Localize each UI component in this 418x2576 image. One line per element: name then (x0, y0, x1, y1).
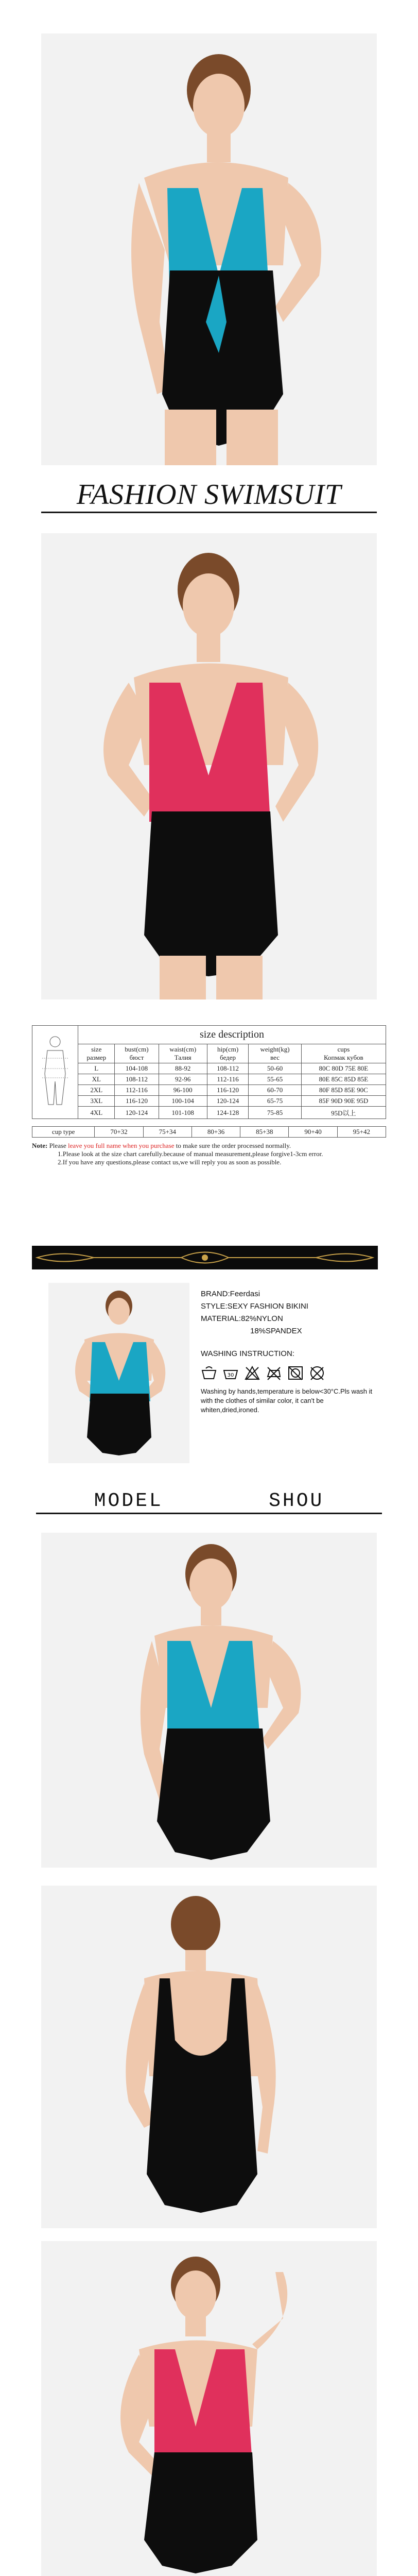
size-chart (32, 1025, 386, 1166)
table-row: 2XL 112-116 96-100 116-120 60-70 80F 85D 85E 90C (32, 1085, 386, 1096)
material-line-2: 18%SPANDEX (250, 1327, 302, 1335)
hand-wash-icon (201, 1365, 217, 1381)
table-row: 3XL 116-120 100-104 120-124 65-75 85F 90D 90E 95D (32, 1096, 386, 1107)
model-photo-back (41, 1886, 377, 2228)
purchase-note: Note: Please leave you full name when you purchase to make sure the order processed normally. 1.Please look at the size chart carefully.because of manual measurement,please forgive1-3cm error. 2.If you have any questions,please contact us,we will reply you as soon as possible. (32, 1142, 323, 1166)
washing-icons (201, 1365, 376, 1381)
brand-product-photo (48, 1283, 189, 1463)
model-photo-teal (41, 1533, 377, 1868)
material-line: MATERIAL:82%NYLON (201, 1314, 283, 1323)
washing-text: Washing by hands,temperature is below<30°C.Pls wash it with the clothes of similar color, it can't be whiten,dried,ironed. (201, 1387, 373, 1414)
wash-30-icon (222, 1365, 239, 1381)
product-photo-pink-front (41, 533, 377, 999)
brand-line: BRAND:Feerdasi (201, 1290, 260, 1298)
brand-info (201, 1288, 376, 1415)
headline-rule (41, 512, 377, 513)
style-line: STYLE:SEXY FASHION BIKINI (201, 1302, 308, 1311)
no-iron-icon (266, 1365, 282, 1381)
headline-fashion-swimsuit: FASHION SWIMSUIT (76, 479, 342, 511)
size-table-header: size размер bust(cm) бюст waist(cm) Талия hip(cm) бедер weight(kg) вес cups Копмак кубов (32, 1044, 386, 1063)
model-show-rule (36, 1513, 382, 1514)
size-table-caption: size description (78, 1026, 386, 1044)
model-show-title: MODEL SHOU (94, 1489, 324, 1512)
table-row: L 104-108 88-92 108-112 50-60 80C 80D 75E 80E (32, 1063, 386, 1074)
table-row: 4XL 120-124 101-108 124-128 75-85 95D以上 (32, 1107, 386, 1119)
ornamental-divider (32, 1246, 378, 1269)
no-dry-icon (287, 1365, 304, 1381)
body-figure-icon (32, 1026, 78, 1119)
cup-type-label: cup type (32, 1127, 95, 1138)
size-table (32, 1025, 386, 1119)
model-photo-pink (41, 2241, 377, 2576)
product-photo-teal-front (41, 33, 377, 465)
no-bleach-icon (244, 1365, 260, 1381)
table-row: XL 108-112 92-96 112-116 55-65 80E 85C 85D 85E (32, 1074, 386, 1085)
svg-text:30: 30 (227, 1372, 234, 1378)
cup-type-table: cup type 70+32 75+34 80+36 85+38 90+40 95+42 (32, 1126, 386, 1138)
no-dryclean-icon (309, 1365, 325, 1381)
washing-title: WASHING INSTRUCTION: (201, 1349, 294, 1358)
